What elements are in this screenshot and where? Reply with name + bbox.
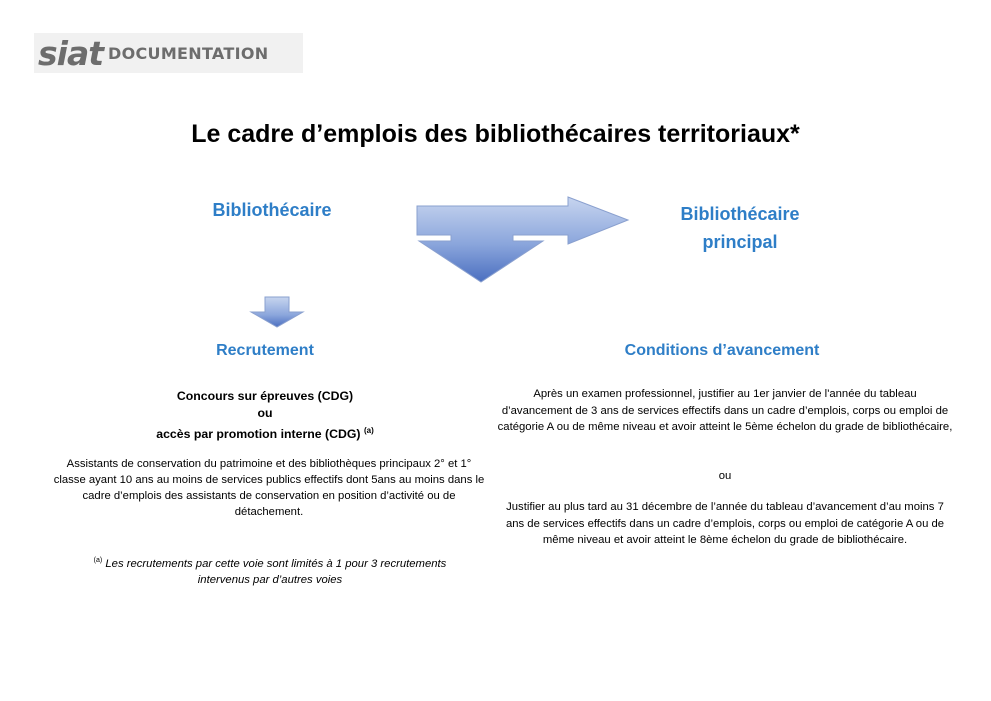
footnote-marker: (a) xyxy=(363,426,374,435)
grade-bibliothecaire: Bibliothécaire xyxy=(212,200,332,220)
note-marker: (a) xyxy=(93,557,103,564)
ou-line: ou xyxy=(257,406,273,420)
recrutement-note xyxy=(70,553,470,588)
condition-item-1 xyxy=(497,386,953,435)
condition-item-2 xyxy=(497,499,953,548)
condition-1-text: Après un examen professionnel, justifier au 1er janvier de l'année du tableau d’avancement de 3 ans de services effectifs dans un cadre d’emplois, corps ou emploi de catégorie A ou de même niveau et avoir atteint le 5ème échelon du grade de bibliothécaire, xyxy=(497,388,953,433)
page-title: Le cadre d’emplois des bibliothécaires territoriaux* xyxy=(191,120,800,148)
recrutement-description: Assistants de conservation du patrimoine et des bibliothèques principaux 2° et 1° classe ayant 10 ans au moins de services publics effectifs dont 5ans au moins dans le cadre d’emplois des assistants de conservation en position d’activité ou de détachement. xyxy=(53,458,485,518)
note-text: Les recrutements par cette voie sont limités à 1 pour 3 recrutements intervenus par d’autres voies xyxy=(105,557,447,586)
concours-line: Concours sur épreuves (CDG) xyxy=(176,389,354,403)
promotion-interne-text: accès par promotion interne (CDG) xyxy=(156,427,361,442)
grade-bibliothecaire-principal xyxy=(640,200,840,256)
grade-principal-line1: Bibliothécaire xyxy=(680,204,800,224)
conditions-heading: Conditions d’avancement xyxy=(624,342,820,359)
recrutement-modes xyxy=(140,388,390,443)
logo-mark: siat xyxy=(38,33,103,73)
grade-principal-line2: principal xyxy=(702,232,778,252)
promotion-interne-line xyxy=(140,422,390,443)
logo-text: DOCUMENTATION xyxy=(108,43,269,63)
down-arrow-icon xyxy=(249,296,305,328)
condition-or: ou xyxy=(718,470,732,482)
recrutement-heading: Recrutement xyxy=(216,342,314,359)
bent-arrow-icon xyxy=(416,196,630,284)
logo xyxy=(34,33,303,73)
condition-2-text: Justifier au plus tard au 31 décembre de l’année du tableau d’avancement d’au moins 7 ans de services effectifs dans un cadre d’emplois, corps ou emploi de catégorie A ou de même niveau et avoir atteint le 8ème échelon du grade de bibliothécaire. xyxy=(505,501,945,546)
